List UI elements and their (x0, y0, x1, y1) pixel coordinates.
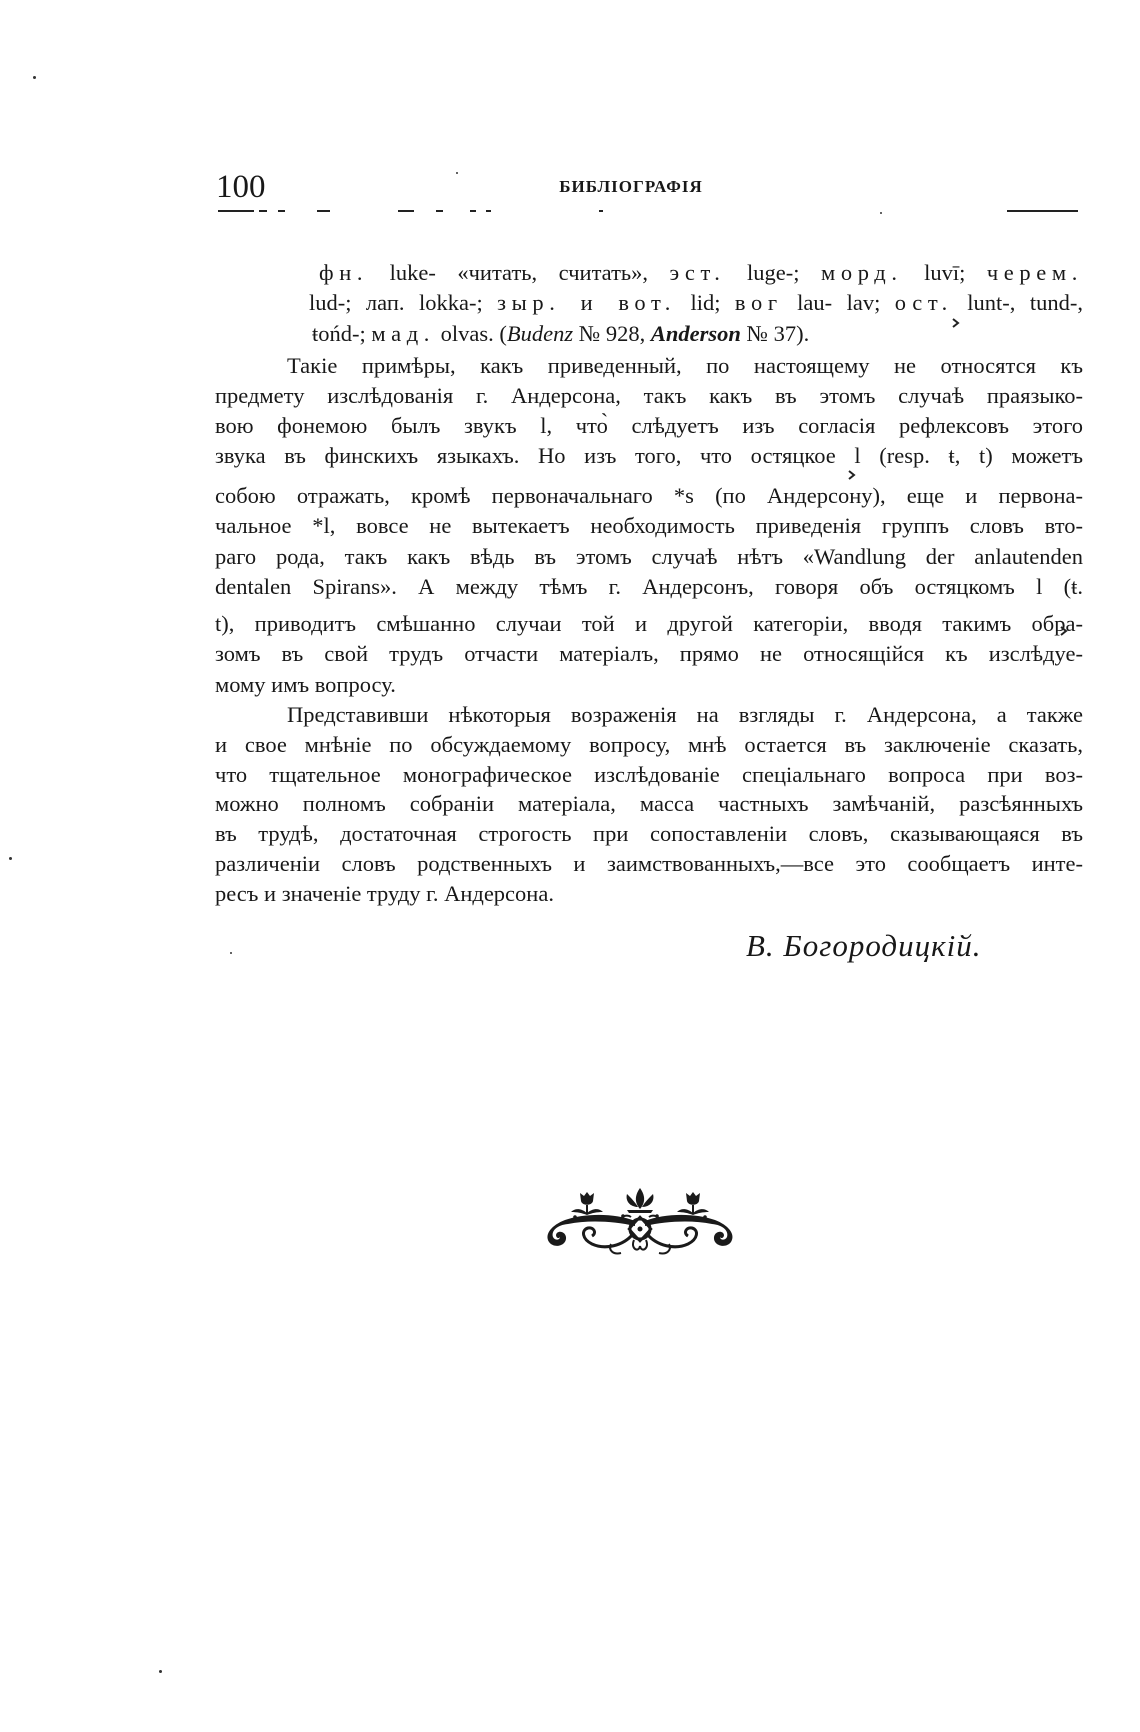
citation-text: № 37). (740, 321, 810, 346)
scan-speck (33, 76, 36, 79)
citation-text: luvī; (902, 260, 987, 285)
language-abbrev: вог (734, 290, 783, 315)
paragraph-line: зомъ въ свой трудъ отчасти матеріалъ, прямо не относящійся къ изслѣдуе- (215, 641, 1083, 666)
paragraph-line: различеніи словъ родственныхъ и заимствованныхъ,—все это сообщаетъ инте- (215, 851, 1083, 876)
diacritic-mark (848, 470, 856, 480)
language-abbrev: эст. (669, 260, 726, 285)
ornament-right-half (645, 1192, 733, 1253)
diacritic-mark (1060, 626, 1068, 636)
citation-line-1 (319, 258, 1083, 288)
scan-speck (456, 172, 458, 174)
paragraph-line: и свое мнѣніе по обсуждаемому вопросу, мнѣ остается въ заключеніе сказать, (215, 732, 1083, 757)
citation-text: lau- lav; (782, 290, 895, 315)
page-number: 100 (216, 169, 266, 205)
scan-speck (159, 1670, 162, 1673)
reference-author: Budenz (506, 321, 574, 346)
paragraph-line: предмету изслѣдованія г. Андерсона, такъ какъ въ этомъ случаѣ праязыко- (215, 383, 1083, 408)
scan-speck (9, 857, 12, 860)
citation-text: olvas. ( (435, 321, 507, 346)
citation-line-2 (309, 288, 1083, 318)
author-signature: В. Богородицкій. (746, 928, 982, 963)
language-abbrev: морд. (820, 260, 903, 285)
running-title: БИБЛІОГРАФІЯ (559, 177, 703, 196)
paragraph-line: Такіе примѣры, какъ приведенный, по настоящему не относятся къ (287, 353, 1083, 378)
paragraph-line: раго рода, такъ какъ вѣдь въ этомъ случаѣ нѣтъ «Wandlung der anlautenden (215, 544, 1083, 569)
paragraph-line: t), приводитъ смѣшанно случаи той и другой категоріи, вводя такимъ обра- (215, 611, 1083, 636)
paragraph-line: вою фонемою былъ звукъ l, что̀ слѣдуетъ изъ согласія рефлексовъ этого (215, 413, 1083, 438)
citation-text: lud-; лап. lokka-; (309, 290, 498, 315)
paragraph-line: Представивши нѣкоторыя возраженія на взгляды г. Андерсона, а также (287, 702, 1083, 727)
language-abbrev: мад. (371, 321, 436, 346)
paragraph-line: собою отражать, кромѣ первоначальнаго *s (по Андерсону), еще и первона- (215, 483, 1083, 508)
reference-author: Anderson (650, 321, 741, 346)
citation-text: ŧońd-; (312, 321, 372, 346)
citation-text: № 928, (573, 321, 651, 346)
citation-text: lunt-, tund-, (952, 290, 1083, 315)
language-abbrev: фн. (319, 260, 369, 285)
paragraph-line: звука въ финскихъ языкахъ. Но изъ того, что остяцкое l (resp. ŧ, t) можетъ (215, 443, 1083, 468)
language-abbrev: черем. (986, 260, 1083, 285)
ornament-left-half (547, 1192, 635, 1253)
paragraph-line: ресъ и значеніе труду г. Андерсона. (215, 881, 554, 906)
citation-text: lid; (676, 290, 735, 315)
citation-text: luke- «читать, считать», (368, 260, 670, 285)
scan-speck (880, 212, 882, 214)
paragraph-line: dentalen Spirans». А между тѣмъ г. Андерсонъ, говоря объ остяцкомъ l (ŧ. (215, 574, 1083, 599)
diacritic-mark (952, 318, 960, 328)
paragraph-line: что тщательное монографическое изслѣдованіе спеціальнаго вопроса при воз- (215, 762, 1083, 787)
ornament-vignette (535, 1186, 745, 1258)
paragraph-line: можно полномъ собраніи матеріала, масса частныхъ замѣчаній, разсѣянныхъ (215, 791, 1083, 816)
ornament-center-lily (627, 1188, 654, 1250)
paragraph-line: мому имъ вопросу. (215, 672, 396, 697)
header-rule (0, 206, 1140, 216)
language-abbrev: ост. (894, 290, 953, 315)
citation-line-3 (312, 319, 809, 349)
paragraph-line: чальное *l, вовсе не вытекаетъ необходимость приведенія группъ словъ вто- (215, 513, 1083, 538)
language-abbrev: зыр. и вот. (497, 290, 677, 315)
scan-speck (230, 952, 232, 954)
citation-text: luge-; (725, 260, 821, 285)
paragraph-line: въ трудѣ, достаточная строгость при сопоставленіи словъ, сказывающаяся въ (215, 821, 1083, 846)
